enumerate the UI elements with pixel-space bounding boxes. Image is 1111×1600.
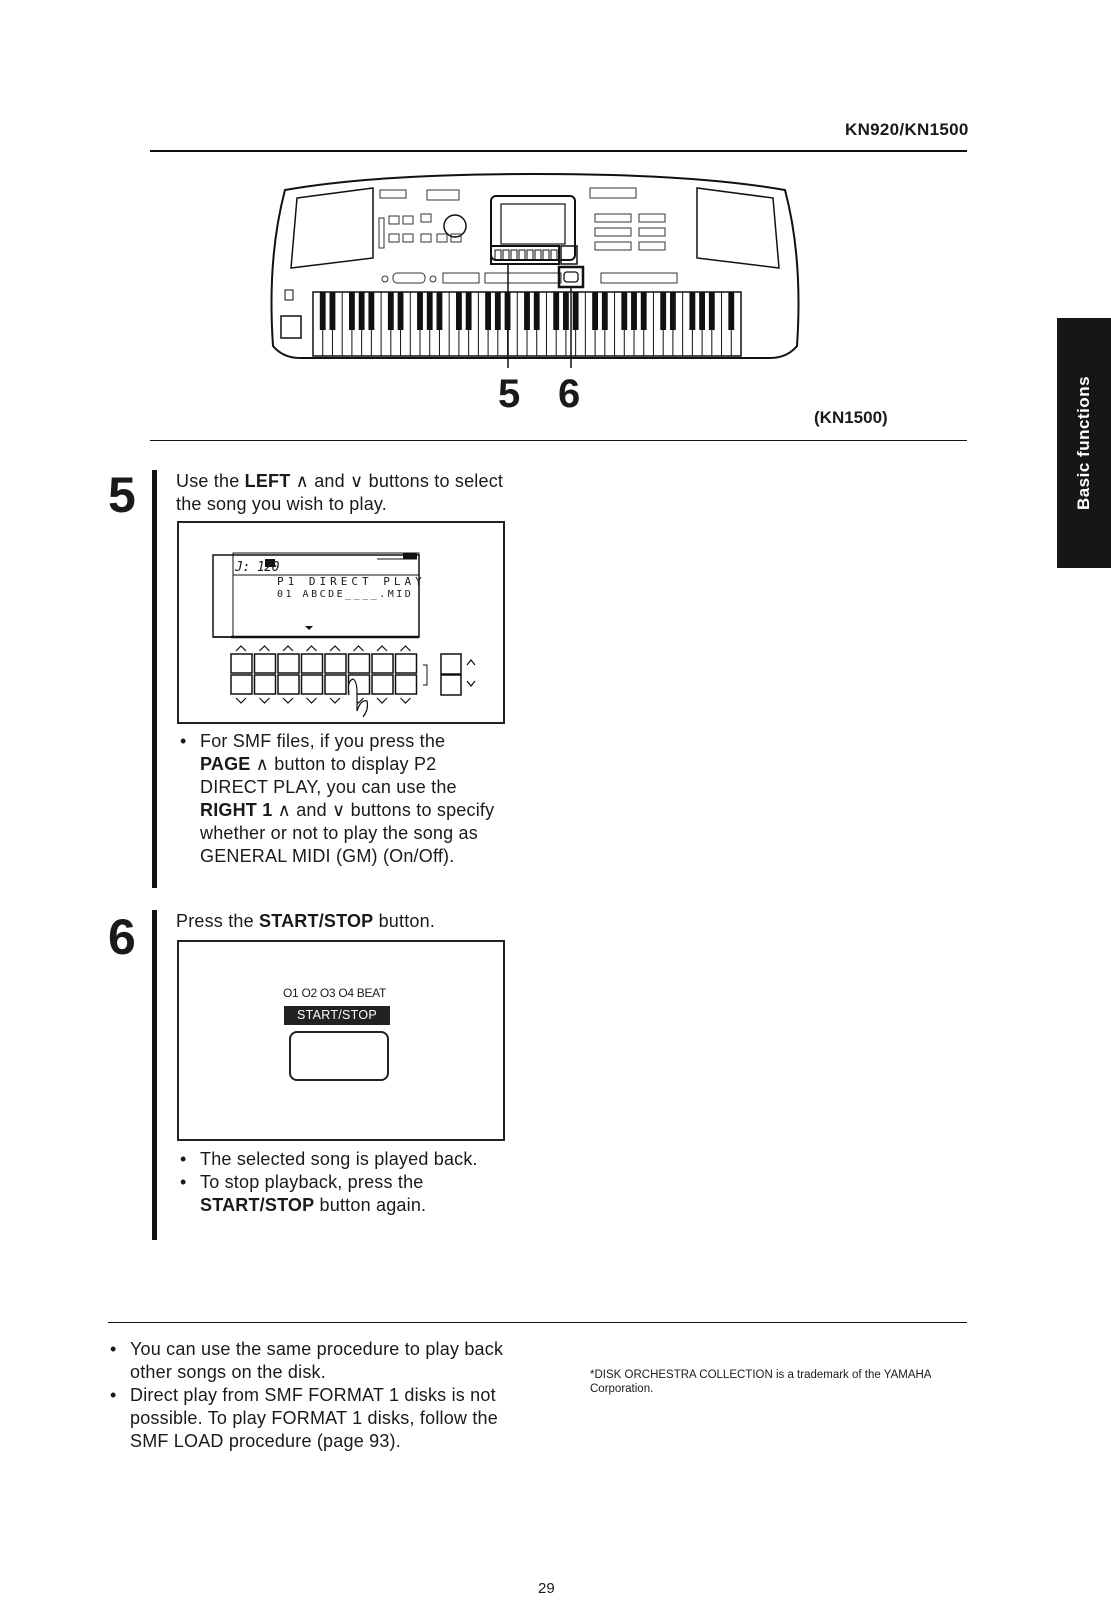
down-arrow-icon: [377, 698, 387, 703]
up-arrow-icon: [330, 646, 340, 651]
lcd-line-2: 01 ABCDE____.MID: [277, 589, 414, 600]
panel-button: [231, 654, 252, 673]
panel-button: [302, 654, 323, 673]
step-6-intro-pre: Press the: [176, 911, 260, 931]
callout-6: 6: [558, 372, 581, 416]
figure-model-label: (KN1500): [814, 408, 888, 427]
black-key: [437, 292, 443, 330]
beat-indicators: O1 O2 O3 O4 BEAT: [283, 986, 387, 1000]
panel-button: [255, 654, 276, 673]
up-arrow-icon: [283, 646, 293, 651]
direct-play-panel-illustration: [179, 523, 503, 722]
panel-button: [396, 675, 417, 694]
panel-button: [255, 675, 276, 694]
down-arrow-icon: [307, 698, 317, 703]
panel-button: [325, 675, 346, 694]
black-key: [388, 292, 394, 330]
black-key: [670, 292, 676, 330]
black-key: [592, 292, 598, 330]
black-key: [368, 292, 374, 330]
step-6-panel: [177, 940, 505, 1141]
bullet-bold: RIGHT 1: [200, 800, 273, 820]
black-key: [495, 292, 501, 330]
step-6-bullet-2: [176, 1171, 496, 1217]
black-key: [660, 292, 666, 330]
note-2: • Direct play from SMF FORMAT 1 disks is not possible. To play FORMAT 1 disks, follow the SMF LOAD procedure (page 93).: [106, 1384, 506, 1453]
panel-button: [231, 675, 252, 694]
step-6-bullets: [176, 1148, 496, 1217]
panel-button: [302, 675, 323, 694]
black-key: [524, 292, 530, 330]
panel-button: [349, 654, 370, 673]
black-key: [689, 292, 695, 330]
panel-button: [325, 654, 346, 673]
bullet-text: For SMF files, if you press the: [200, 731, 446, 751]
step-5-intro-bold: LEFT: [244, 471, 291, 491]
black-key: [563, 292, 569, 330]
bullet-text: button again.: [314, 1195, 427, 1215]
note-1: • You can use the same procedure to play back other songs on the disk.: [106, 1338, 506, 1384]
start-stop-button[interactable]: [289, 1031, 389, 1081]
step-6-intro-bold: START/STOP: [259, 911, 374, 931]
step-5-number: 5: [108, 467, 136, 523]
up-arrow-icon: [260, 646, 270, 651]
step-5-bullet: [176, 730, 496, 868]
step-6-intro: [176, 910, 506, 933]
step-5-intro-pre: Use the: [176, 471, 245, 491]
panel-button: [372, 675, 393, 694]
black-key: [456, 292, 462, 330]
trademark-footnote: *DISK ORCHESTRA COLLECTION is a trademark of the YAMAHA Corporation.: [590, 1369, 931, 1395]
lcd-tempo: J: 120: [235, 560, 279, 575]
panel-button: [278, 675, 299, 694]
bullet-bold: PAGE: [200, 754, 251, 774]
down-arrow-icon: [401, 698, 411, 703]
callout-5: 5: [498, 372, 521, 416]
down-arrow-icon: [283, 698, 293, 703]
down-arrow-icon: [236, 698, 246, 703]
black-key: [641, 292, 647, 330]
black-key: [330, 292, 336, 330]
notes-list: [106, 1338, 506, 1453]
black-key: [631, 292, 637, 330]
black-key: [699, 292, 705, 330]
black-key: [398, 292, 404, 330]
black-key: [417, 292, 423, 330]
bullet-text: ∧ button to display P2 DIRECT PLAY, you can use the: [200, 754, 457, 797]
step-6-bullet-1: • The selected song is played back.: [176, 1148, 496, 1171]
section-side-tab: [1057, 318, 1111, 568]
step-6-bar: [152, 910, 157, 1240]
black-key: [602, 292, 608, 330]
page-number: 29: [538, 1580, 555, 1597]
up-arrow-icon: [401, 646, 411, 651]
black-key: [466, 292, 472, 330]
figure-rule: [150, 440, 967, 441]
notes-rule: [108, 1322, 967, 1323]
up-arrow-icon: [354, 646, 364, 651]
lcd-line-1: P1 DIRECT PLAY: [277, 575, 426, 588]
black-key: [359, 292, 365, 330]
black-key: [534, 292, 540, 330]
black-key: [427, 292, 433, 330]
black-key: [573, 292, 579, 330]
panel-button: [278, 654, 299, 673]
step-6-number: 6: [108, 909, 136, 965]
start-stop-label: START/STOP: [284, 1006, 390, 1025]
up-arrow-icon: [377, 646, 387, 651]
step-5-bar: [152, 470, 157, 888]
black-key: [709, 292, 715, 330]
header-rule: [150, 150, 967, 152]
down-arrow-icon: [260, 698, 270, 703]
bullet-text: ∧ and ∨ buttons to specify whether or not to play the song as GENERAL MIDI (GM) (On/Off).: [200, 800, 495, 866]
up-arrow-icon: [307, 646, 317, 651]
section-side-tab-label: Basic functions: [1074, 375, 1093, 511]
step-5-panel: [177, 521, 505, 724]
step-5-intro: [176, 470, 506, 516]
bullet-text: To stop playback, press the: [200, 1172, 424, 1192]
down-arrow-icon: [330, 698, 340, 703]
black-key: [349, 292, 355, 330]
black-key: [728, 292, 734, 330]
keyboard-illustration: [255, 168, 815, 368]
bullet-bold: START/STOP: [200, 1195, 315, 1215]
up-arrow-icon: [236, 646, 246, 651]
panel-button: [372, 654, 393, 673]
step-5-intro-post: ∧ and ∨ buttons to select the song you wish to play.: [176, 471, 504, 514]
black-key: [320, 292, 326, 330]
black-key: [553, 292, 559, 330]
black-key: [621, 292, 627, 330]
panel-button: [396, 654, 417, 673]
model-header: KN920/KN1500: [845, 120, 969, 139]
step-5-bullets: [176, 730, 496, 868]
black-key: [485, 292, 491, 330]
step-6-intro-post: button.: [373, 911, 436, 931]
